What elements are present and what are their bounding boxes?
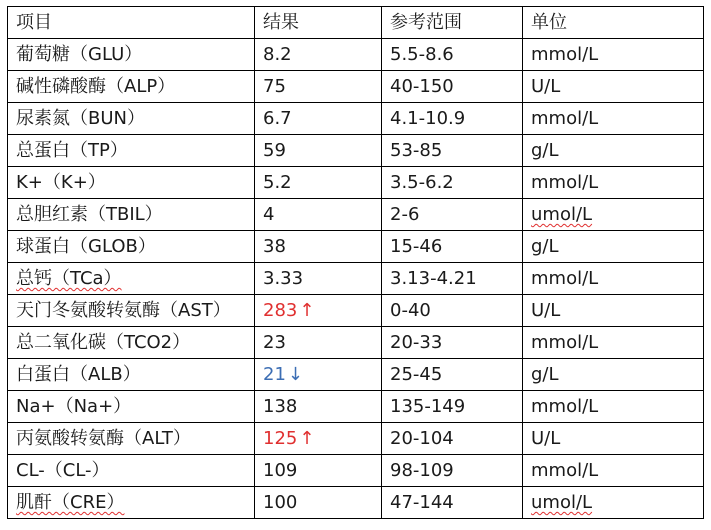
unit-text: g/L	[531, 236, 559, 257]
table-row	[8, 487, 704, 519]
range-cell: 2-6	[382, 199, 523, 231]
item-cell	[8, 71, 255, 103]
result-value: 5.2	[263, 172, 292, 193]
item-name: Na+（Na+）	[16, 396, 132, 417]
unit-cell	[523, 231, 704, 263]
item-name: 葡萄糖（GLU）	[16, 44, 143, 65]
header-item: 项目	[8, 7, 255, 39]
table-row	[8, 231, 704, 263]
item-cell	[8, 423, 255, 455]
result-value: 100	[263, 492, 298, 513]
result-value: 283	[263, 300, 298, 321]
result-value: 4	[263, 204, 275, 225]
unit-text: g/L	[531, 140, 559, 161]
result-value: 23	[263, 332, 286, 353]
item-cell	[8, 359, 255, 391]
arrow-down-icon: ↓	[287, 364, 303, 385]
range-cell: 47-144	[382, 487, 523, 519]
unit-text: umol/L	[531, 204, 593, 225]
result-cell	[255, 487, 382, 519]
result-value: 138	[263, 396, 298, 417]
result-cell	[255, 295, 382, 327]
unit-text: mmol/L	[531, 44, 599, 65]
unit-cell	[523, 263, 704, 295]
unit-cell	[523, 487, 704, 519]
range-cell: 0-40	[382, 295, 523, 327]
result-cell	[255, 263, 382, 295]
item-name: 尿素氮（BUN）	[16, 108, 145, 129]
item-cell	[8, 263, 255, 295]
item-cell	[8, 231, 255, 263]
unit-cell	[523, 455, 704, 487]
result-cell	[255, 71, 382, 103]
item-cell	[8, 103, 255, 135]
range-cell: 135-149	[382, 391, 523, 423]
item-cell	[8, 455, 255, 487]
result-cell	[255, 359, 382, 391]
range-cell: 5.5-8.6	[382, 39, 523, 71]
item-name: 总胆红素（TBIL）	[16, 204, 163, 225]
result-value: 6.7	[263, 108, 292, 129]
item-cell	[8, 135, 255, 167]
unit-cell	[523, 167, 704, 199]
unit-cell	[523, 327, 704, 359]
range-cell: 3.5-6.2	[382, 167, 523, 199]
item-name: 总二氧化碳（TCO2）	[16, 332, 191, 353]
unit-cell	[523, 199, 704, 231]
unit-cell	[523, 359, 704, 391]
range-cell: 15-46	[382, 231, 523, 263]
table-row	[8, 199, 704, 231]
unit-cell	[523, 103, 704, 135]
item-cell	[8, 39, 255, 71]
header-unit: 单位	[523, 7, 704, 39]
table-row	[8, 135, 704, 167]
unit-text: U/L	[531, 428, 561, 449]
arrow-up-icon: ↑	[299, 300, 315, 321]
item-cell	[8, 391, 255, 423]
table-body	[8, 39, 704, 519]
unit-text: mmol/L	[531, 460, 599, 481]
table-row	[8, 167, 704, 199]
table-row	[8, 423, 704, 455]
result-cell	[255, 167, 382, 199]
item-name: 碱性磷酸酶（ALP）	[16, 76, 176, 97]
result-value: 109	[263, 460, 298, 481]
unit-cell	[523, 295, 704, 327]
unit-text: U/L	[531, 300, 561, 321]
range-cell: 4.1-10.9	[382, 103, 523, 135]
unit-text: mmol/L	[531, 172, 599, 193]
range-cell: 25-45	[382, 359, 523, 391]
unit-text: mmol/L	[531, 332, 599, 353]
table-row	[8, 103, 704, 135]
result-value: 125	[263, 428, 298, 449]
item-name: 丙氨酸转氨酶（ALT）	[16, 428, 191, 449]
item-name: 天门冬氨酸转氨酶（AST）	[16, 300, 231, 321]
item-name: 总钙（TCa）	[16, 268, 122, 289]
table-header-row	[8, 7, 704, 39]
table-row	[8, 71, 704, 103]
table-row	[8, 295, 704, 327]
item-cell	[8, 199, 255, 231]
range-cell: 53-85	[382, 135, 523, 167]
unit-cell	[523, 71, 704, 103]
unit-cell	[523, 423, 704, 455]
result-value: 21	[263, 364, 286, 385]
result-value: 38	[263, 236, 286, 257]
item-cell	[8, 487, 255, 519]
arrow-up-icon: ↑	[299, 428, 315, 449]
range-cell: 20-33	[382, 327, 523, 359]
result-value: 3.33	[263, 268, 304, 289]
result-value: 59	[263, 140, 286, 161]
item-name: K+（K+）	[16, 172, 106, 193]
range-cell: 98-109	[382, 455, 523, 487]
table-row	[8, 327, 704, 359]
item-cell	[8, 295, 255, 327]
unit-text: g/L	[531, 364, 559, 385]
item-cell	[8, 167, 255, 199]
range-cell: 20-104	[382, 423, 523, 455]
unit-text: mmol/L	[531, 108, 599, 129]
result-cell	[255, 423, 382, 455]
unit-text: umol/L	[531, 492, 593, 513]
header-range: 参考范围	[382, 7, 523, 39]
result-cell	[255, 39, 382, 71]
item-name: 白蛋白（ALB）	[16, 364, 141, 385]
result-cell	[255, 199, 382, 231]
unit-text: mmol/L	[531, 268, 599, 289]
item-name: 总蛋白（TP）	[16, 140, 128, 161]
table-row	[8, 39, 704, 71]
table-row	[8, 455, 704, 487]
range-cell: 40-150	[382, 71, 523, 103]
result-value: 75	[263, 76, 286, 97]
unit-cell	[523, 391, 704, 423]
table-row	[8, 263, 704, 295]
result-cell	[255, 455, 382, 487]
item-name: 肌酐（CRE）	[16, 492, 125, 513]
result-cell	[255, 135, 382, 167]
unit-cell	[523, 39, 704, 71]
result-cell	[255, 327, 382, 359]
result-cell	[255, 103, 382, 135]
table-row	[8, 359, 704, 391]
result-value: 8.2	[263, 44, 292, 65]
unit-cell	[523, 135, 704, 167]
unit-text: U/L	[531, 76, 561, 97]
item-name: CL-（CL-）	[16, 460, 110, 481]
unit-text: mmol/L	[531, 396, 599, 417]
table-row	[8, 391, 704, 423]
result-cell	[255, 231, 382, 263]
range-cell: 3.13-4.21	[382, 263, 523, 295]
item-cell	[8, 327, 255, 359]
item-name: 球蛋白（GLOB）	[16, 236, 156, 257]
lab-results-table	[7, 6, 704, 519]
result-cell	[255, 391, 382, 423]
header-result: 结果	[255, 7, 382, 39]
